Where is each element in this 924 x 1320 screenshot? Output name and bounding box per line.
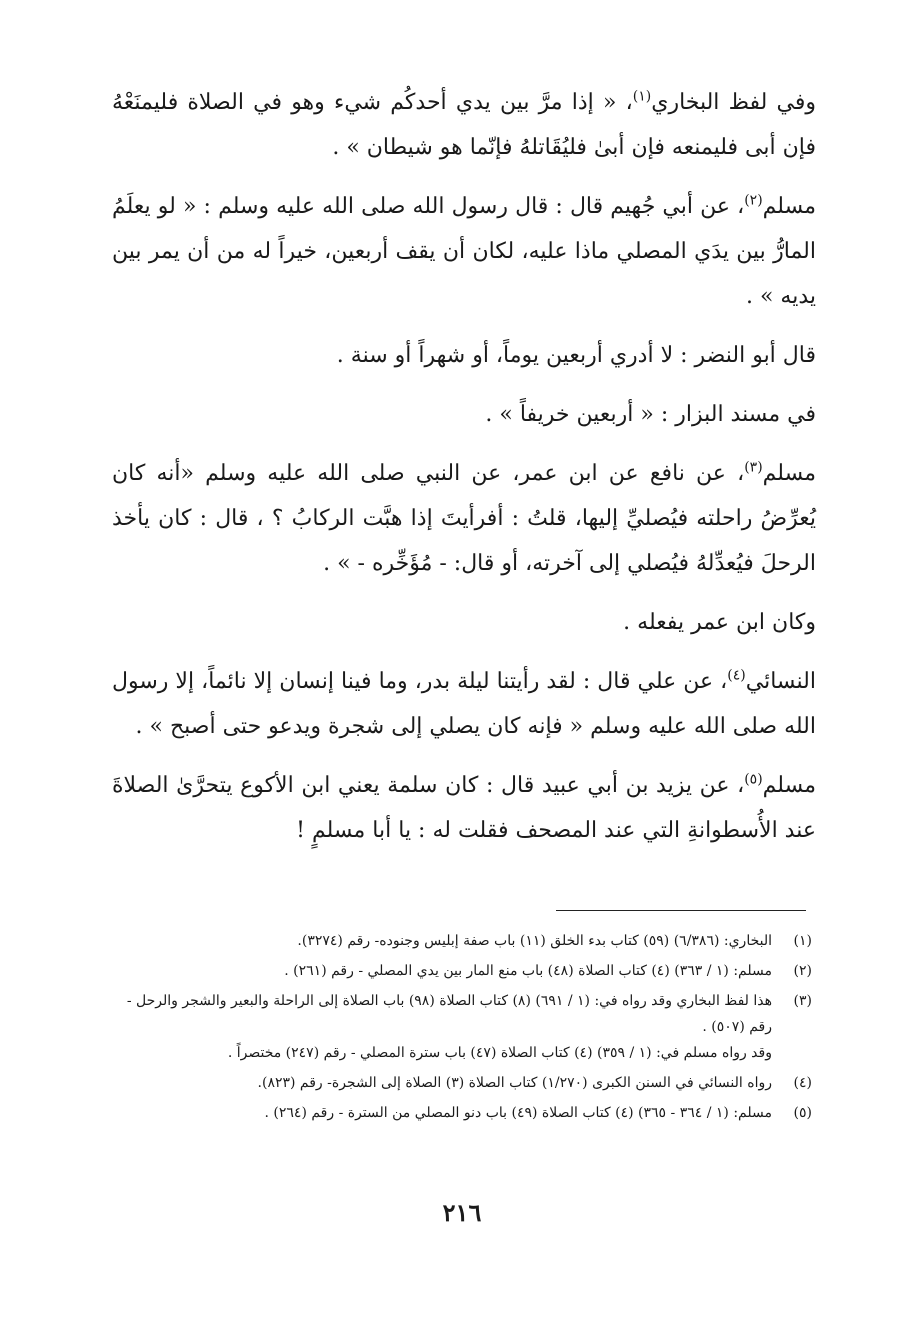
paragraph-lead: وفي لفظ البخاري <box>651 90 817 115</box>
paragraph-8 <box>112 763 816 853</box>
page-number: ٢١٦ <box>442 1198 482 1227</box>
footnote-1 <box>112 928 812 954</box>
main-text <box>112 80 816 867</box>
paragraph-1 <box>112 80 816 170</box>
paragraph-lead: مسلم <box>762 194 816 219</box>
footnote-number: (٣) <box>793 993 812 1009</box>
paragraph-text: ، « إذا مرَّ بين يدي أحدكُم شيء وهو في الصلاة فليمنَعْهُ فإن أبى فليمنعه فإن أبىٰ فليُقَاتلهُ فإنّما هو شيطان » . <box>112 90 816 160</box>
paragraph-lead: النسائي <box>745 669 816 694</box>
footnote-ref[interactable]: (١) <box>632 88 652 105</box>
paragraph-lead: مسلم <box>762 461 816 486</box>
paragraph-text: ، عن علي قال : لقد رأيتنا ليلة بدر، وما فينا إنسان إلا نائماً، إلا رسول الله صلى الله عليه وسلم « فإنه كان يصلي إلى شجرة ويدعو حتى أصبح » . <box>112 669 816 739</box>
footnotes <box>112 928 812 1130</box>
footnote-text: البخاري: (٦/٣٨٦) (٥٩) كتاب بدء الخلق (١١) باب صفة إبليس وجنوده- رقم (٣٢٧٤). <box>297 933 772 949</box>
paragraph-text: وكان ابن عمر يفعله . <box>623 610 816 635</box>
footnote-text: مسلم: (١ / ٣٦٤ - ٣٦٥) (٤) كتاب الصلاة (٤٩) باب دنو المصلي من السترة - رقم (٢٦٤) . <box>264 1105 772 1121</box>
footnote-number: (١) <box>793 933 812 949</box>
footnote-ref[interactable]: (٥) <box>744 771 763 788</box>
footnote-3 <box>112 988 812 1066</box>
footnote-text: هذا لفظ البخاري وقد رواه في: (١ / ٦٩١) (٨) كتاب الصلاة (٩٨) باب الصلاة إلى الراحلة والبعير والشجر والرحل - رقم (٥٠٧) . <box>126 993 772 1035</box>
paragraph-text: قال أبو النضر : لا أدري أربعين يوماً، أو شهراً أو سنة . <box>336 343 816 368</box>
paragraph-text: ، عن أبي جُهيم قال : قال رسول الله صلى الله عليه وسلم : « لو يعلَمُ المارُّ بين يدَي المصلي ماذا عليه، لكان أن يقف أربعين، خيراً له من أن يمر بين يديه » . <box>112 194 816 309</box>
paragraph-4 <box>112 392 816 437</box>
paragraph-5 <box>112 451 816 586</box>
paragraph-2 <box>112 184 816 319</box>
footnote-2 <box>112 958 812 984</box>
paragraph-text: ، عن نافع عن ابن عمر، عن النبي صلى الله عليه وسلم «أنه كان يُعرِّضُ راحلته فيُصليِّ إليها، قلتُ : أفرأيتَ إذا هبَّت الركابُ ؟ ، قال : كان يأخذ الرحلَ فيُعدِّلهُ فيُصلي إلى آخرته، أو قال: - مُؤَخِّره - » . <box>112 461 816 576</box>
paragraph-7 <box>112 659 816 749</box>
paragraph-3 <box>112 333 816 378</box>
footnote-text: رواه النسائي في السنن الكبرى (١/٢٧٠) كتاب الصلاة (٣) الصلاة إلى الشجرة- رقم (٨٢٣). <box>257 1075 772 1091</box>
footnote-number: (٢) <box>793 963 812 979</box>
footnote-separator <box>556 910 806 911</box>
paragraph-text: ، عن يزيد بن أبي عبيد قال : كان سلمة يعني ابن الأكوع يتحرَّىٰ الصلاةَ عند الأُسطوانةِ التي عند المصحف فقلت له : يا أبا مسلمٍ ! <box>112 773 816 843</box>
footnote-text: وقد رواه مسلم في: (١ / ٣٥٩) (٤) كتاب الصلاة (٤٧) باب سترة المصلي - رقم (٢٤٧) مختصراً . <box>227 1045 772 1061</box>
footnote-5 <box>112 1100 812 1126</box>
paragraph-lead: مسلم <box>762 773 816 798</box>
footnote-text: مسلم: (١ / ٣٦٣) (٤) كتاب الصلاة (٤٨) باب منع المار بين يدي المصلي - رقم (٢٦١) . <box>284 963 772 979</box>
footnote-ref[interactable]: (٢) <box>744 192 763 209</box>
footnote-ref[interactable]: (٣) <box>744 459 763 476</box>
paragraph-text: في مسند البزار : « أربعين خريفاً » . <box>485 402 816 427</box>
paragraph-6 <box>112 600 816 645</box>
footnote-4 <box>112 1070 812 1096</box>
footnote-number: (٥) <box>793 1105 812 1121</box>
footnote-ref[interactable]: (٤) <box>727 667 746 684</box>
footnote-number: (٤) <box>793 1075 812 1091</box>
